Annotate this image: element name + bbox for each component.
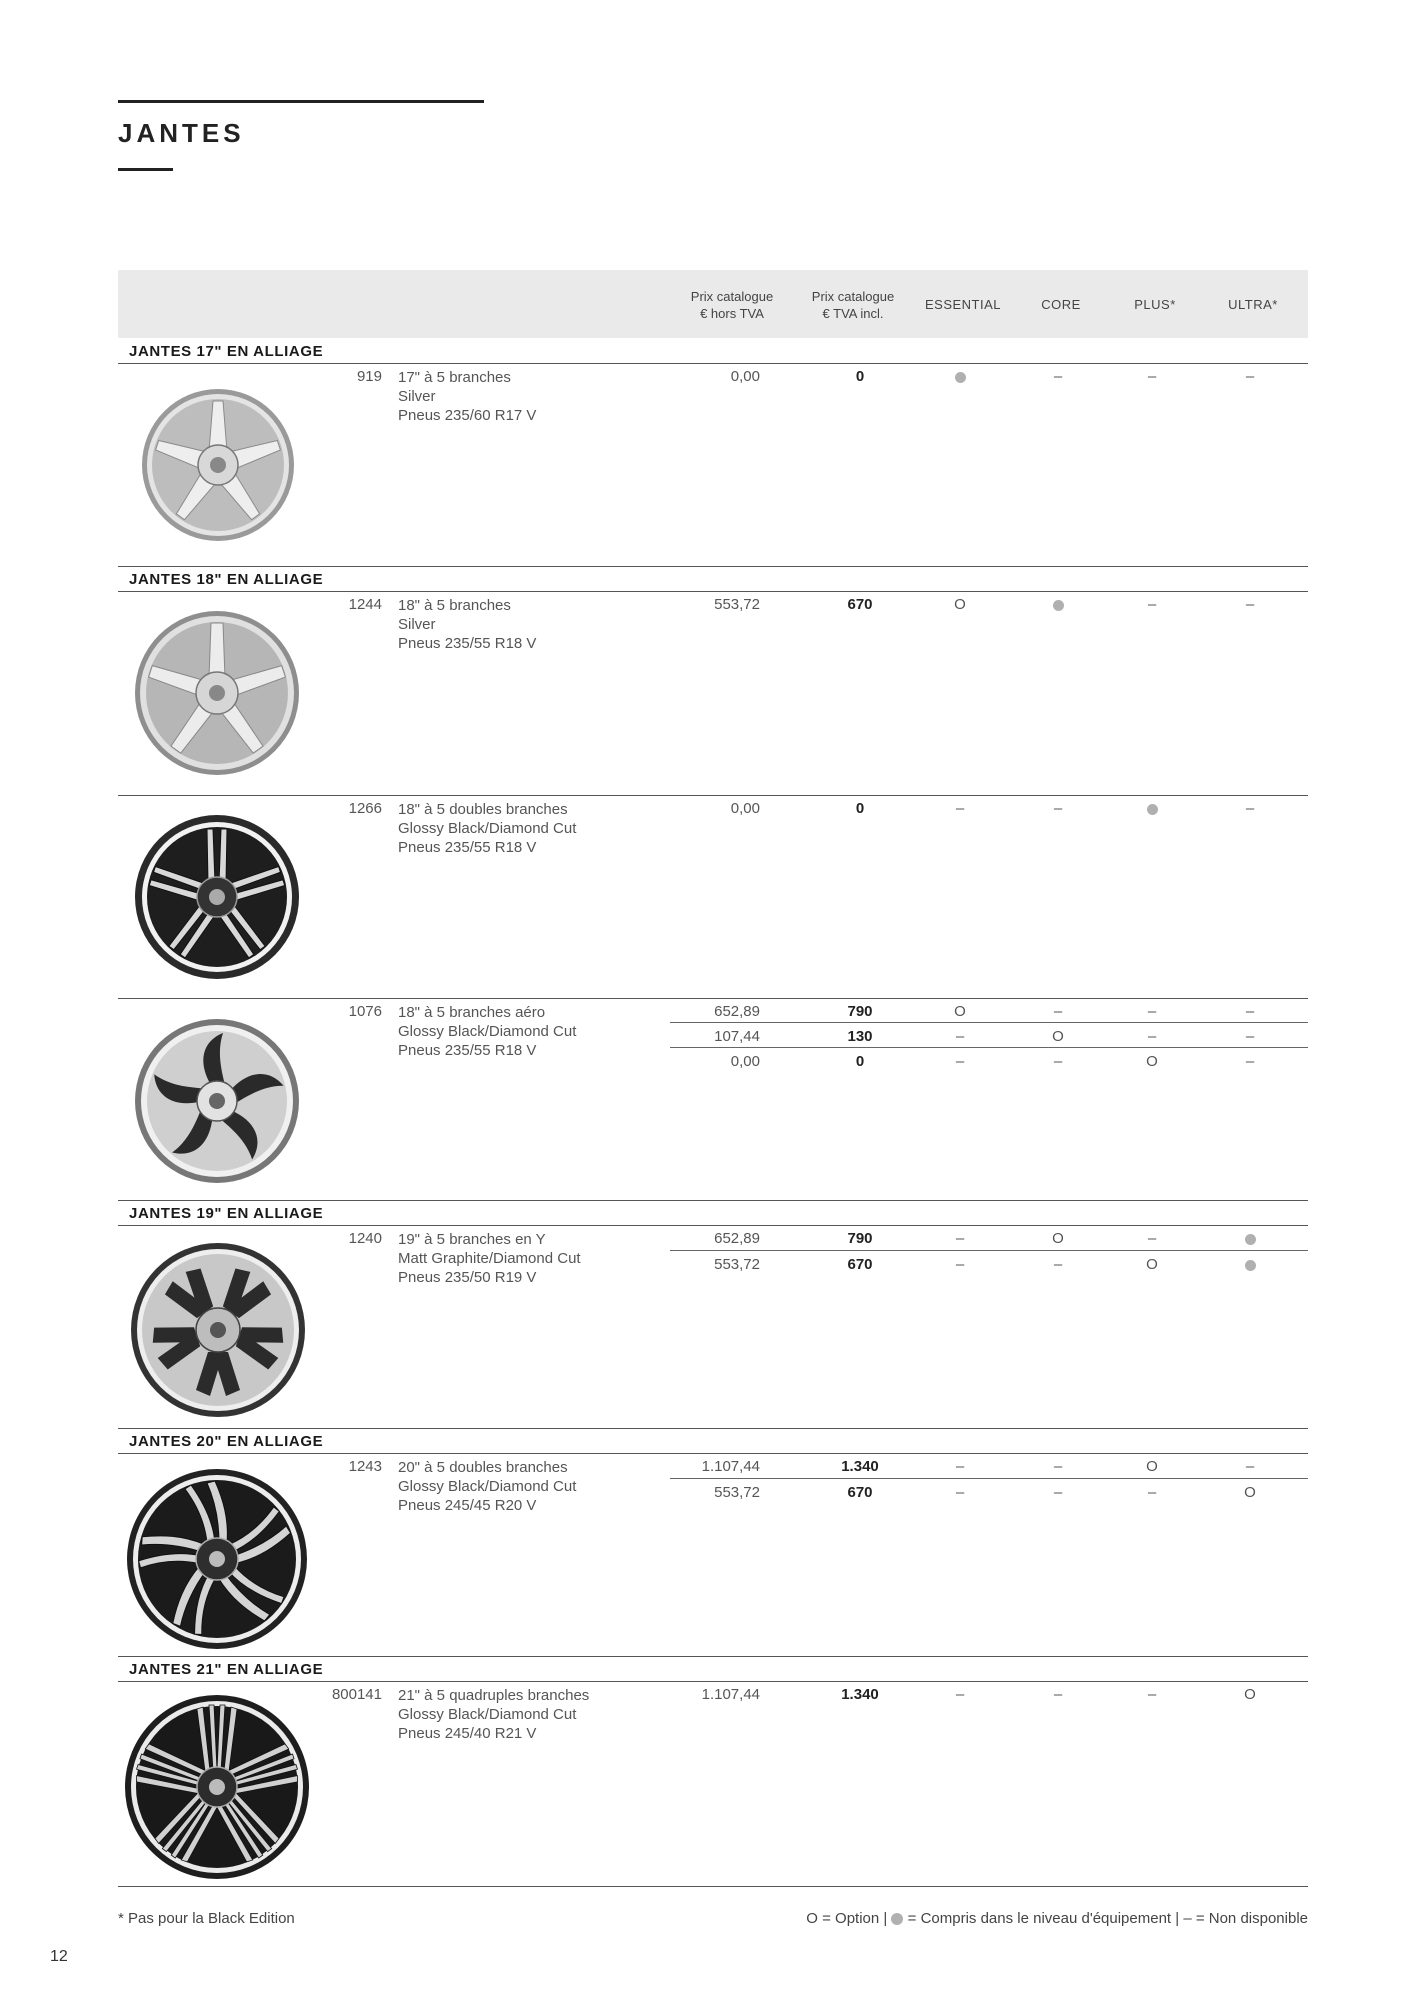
level-plus-cell: – bbox=[1147, 1003, 1157, 1020]
price-excl-vat: 1.107,44 bbox=[701, 1686, 760, 1703]
price-incl-vat: 0 bbox=[855, 800, 865, 817]
level-ultra-cell bbox=[1230, 1256, 1270, 1273]
price-excl-vat: 0,00 bbox=[730, 1053, 760, 1070]
section-title-19: JANTES 19" EN ALLIAGE bbox=[129, 1205, 324, 1222]
level-plus-cell: – bbox=[1147, 1230, 1157, 1247]
level-ultra-cell: O bbox=[1244, 1484, 1256, 1501]
header-level-ultra: ULTRA* bbox=[1228, 297, 1278, 312]
level-essential-cell: – bbox=[955, 1686, 965, 1703]
row-divider bbox=[118, 363, 1308, 364]
level-core-cell: O bbox=[1052, 1230, 1064, 1247]
level-ultra-cell bbox=[1230, 1230, 1270, 1247]
section-title-21: JANTES 21" EN ALLIAGE bbox=[129, 1661, 324, 1678]
item-description: 18" à 5 branches aéro Glossy Black/Diamond Cut Pneus 235/55 R18 V bbox=[398, 1004, 577, 1059]
sub-row-divider bbox=[670, 1250, 1308, 1251]
price-incl-vat: 130 bbox=[847, 1028, 873, 1045]
row-divider bbox=[118, 1681, 1308, 1682]
header-level-plus: PLUS* bbox=[1134, 297, 1176, 312]
option-code: 1076 bbox=[348, 1003, 382, 1020]
level-core-cell: – bbox=[1053, 368, 1063, 385]
level-plus-cell bbox=[1132, 800, 1172, 817]
price-incl-vat: 670 bbox=[847, 596, 873, 613]
price-incl-vat: 0 bbox=[855, 368, 865, 385]
price-excl-vat: 1.107,44 bbox=[701, 1458, 760, 1475]
level-ultra-cell: O bbox=[1244, 1686, 1256, 1703]
included-dot-icon bbox=[1245, 1234, 1256, 1245]
price-excl-vat: 553,72 bbox=[714, 1484, 760, 1501]
option-code: 1266 bbox=[348, 800, 382, 817]
header-price-ht: Prix catalogue € hors TVA bbox=[690, 289, 774, 321]
level-plus-cell: – bbox=[1147, 1484, 1157, 1501]
level-ultra-cell: – bbox=[1245, 800, 1255, 817]
row-divider bbox=[118, 1200, 1308, 1201]
included-dot-icon bbox=[891, 1913, 903, 1925]
row-divider bbox=[118, 1656, 1308, 1657]
price-excl-vat: 0,00 bbox=[730, 800, 760, 817]
row-divider bbox=[118, 566, 1308, 567]
option-code: 800141 bbox=[331, 1686, 382, 1703]
level-plus-cell: O bbox=[1146, 1053, 1158, 1070]
level-core-cell: O bbox=[1052, 1028, 1064, 1045]
option-code: 1243 bbox=[348, 1458, 382, 1475]
page-number: 12 bbox=[50, 1948, 68, 1965]
header-level-core: CORE bbox=[1041, 297, 1081, 312]
price-excl-vat: 0,00 bbox=[730, 368, 760, 385]
level-essential-cell: – bbox=[955, 1458, 965, 1475]
item-description: 18" à 5 branches Silver Pneus 235/55 R18 V bbox=[398, 597, 537, 652]
item-description: 19" à 5 branches en Y Matt Graphite/Diamond Cut Pneus 235/50 R19 V bbox=[398, 1231, 581, 1286]
level-ultra-cell: – bbox=[1245, 1003, 1255, 1020]
header-price-ttc: Prix catalogue € TVA incl. bbox=[811, 289, 895, 321]
sub-row-divider bbox=[670, 1022, 1308, 1023]
level-core-cell: – bbox=[1053, 1484, 1063, 1501]
option-code: 919 bbox=[356, 368, 382, 385]
level-plus-cell: – bbox=[1147, 1028, 1157, 1045]
header-level-essential: ESSENTIAL bbox=[924, 297, 1002, 312]
footnote: * Pas pour la Black Edition bbox=[118, 1910, 295, 1927]
item-description: 21" à 5 quadruples branches Glossy Black/Diamond Cut Pneus 245/40 R21 V bbox=[398, 1687, 590, 1742]
level-plus-cell: O bbox=[1146, 1458, 1158, 1475]
price-incl-vat: 0 bbox=[855, 1053, 865, 1070]
level-ultra-cell: – bbox=[1245, 368, 1255, 385]
option-code: 1240 bbox=[348, 1230, 382, 1247]
legend bbox=[806, 1910, 1308, 1927]
level-core-cell: – bbox=[1053, 1458, 1063, 1475]
row-divider bbox=[118, 1886, 1308, 1887]
wheel-5-spoke-aero-icon bbox=[132, 1016, 302, 1186]
wheel-5-double-spoke-black-icon bbox=[124, 1466, 310, 1652]
included-dot-icon bbox=[1147, 804, 1158, 815]
top-rule bbox=[118, 100, 484, 103]
row-divider bbox=[118, 1225, 1308, 1226]
level-core-cell: – bbox=[1053, 1053, 1063, 1070]
wheel-5-quad-spoke-black-icon bbox=[122, 1692, 312, 1882]
level-plus-cell: – bbox=[1147, 1686, 1157, 1703]
sub-row-divider bbox=[670, 1047, 1308, 1048]
row-divider bbox=[118, 998, 1308, 999]
level-core-cell: – bbox=[1053, 1256, 1063, 1273]
section-title-18: JANTES 18" EN ALLIAGE bbox=[129, 571, 324, 588]
included-dot-icon bbox=[1245, 1260, 1256, 1271]
item-description: 20" à 5 doubles branches Glossy Black/Diamond Cut Pneus 245/45 R20 V bbox=[398, 1459, 577, 1514]
price-incl-vat: 670 bbox=[847, 1256, 873, 1273]
price-excl-vat: 652,89 bbox=[714, 1003, 760, 1020]
price-incl-vat: 790 bbox=[847, 1003, 873, 1020]
level-plus-cell: – bbox=[1147, 596, 1157, 613]
level-core-cell bbox=[1038, 596, 1078, 613]
level-essential-cell: O bbox=[954, 1003, 966, 1020]
included-dot-icon bbox=[1053, 600, 1064, 611]
level-plus-cell: O bbox=[1146, 1256, 1158, 1273]
wheel-5-double-spoke-black-icon bbox=[132, 812, 302, 982]
table-header bbox=[118, 270, 1308, 338]
wheel-5-y-spoke-graphite-icon bbox=[128, 1240, 308, 1420]
level-essential-cell: – bbox=[955, 1230, 965, 1247]
sub-row-divider bbox=[670, 1478, 1308, 1479]
price-incl-vat: 1.340 bbox=[841, 1458, 879, 1475]
level-essential-cell: – bbox=[955, 1256, 965, 1273]
level-ultra-cell: – bbox=[1245, 596, 1255, 613]
section-title-20: JANTES 20" EN ALLIAGE bbox=[129, 1433, 324, 1450]
level-plus-cell: – bbox=[1147, 368, 1157, 385]
row-divider bbox=[118, 591, 1308, 592]
level-essential-cell bbox=[940, 368, 980, 385]
level-essential-cell: – bbox=[955, 1028, 965, 1045]
item-description: 18" à 5 doubles branches Glossy Black/Diamond Cut Pneus 235/55 R18 V bbox=[398, 801, 577, 856]
level-essential-cell: – bbox=[955, 1053, 965, 1070]
legend-included: = Compris dans le niveau d'équipement | – = Non disponible bbox=[907, 1910, 1308, 1927]
level-core-cell: – bbox=[1053, 1686, 1063, 1703]
wheel-5-spoke-silver-icon bbox=[132, 608, 302, 778]
title-underline bbox=[118, 168, 173, 171]
level-core-cell: – bbox=[1053, 1003, 1063, 1020]
wheel-5-spoke-silver-icon bbox=[138, 385, 298, 545]
included-dot-icon bbox=[955, 372, 966, 383]
legend-option: O = Option | bbox=[806, 1910, 888, 1927]
level-essential-cell: O bbox=[954, 596, 966, 613]
item-description: 17" à 5 branches Silver Pneus 235/60 R17 V bbox=[398, 369, 537, 424]
price-excl-vat: 107,44 bbox=[714, 1028, 760, 1045]
price-incl-vat: 670 bbox=[847, 1484, 873, 1501]
row-divider bbox=[118, 1428, 1308, 1429]
level-essential-cell: – bbox=[955, 800, 965, 817]
row-divider bbox=[118, 1453, 1308, 1454]
price-excl-vat: 553,72 bbox=[714, 596, 760, 613]
option-code: 1244 bbox=[348, 596, 382, 613]
price-incl-vat: 790 bbox=[847, 1230, 873, 1247]
section-title-17: JANTES 17" EN ALLIAGE bbox=[129, 343, 324, 360]
price-excl-vat: 553,72 bbox=[714, 1256, 760, 1273]
level-core-cell: – bbox=[1053, 800, 1063, 817]
level-ultra-cell: – bbox=[1245, 1458, 1255, 1475]
level-essential-cell: – bbox=[955, 1484, 965, 1501]
page-title: JANTES bbox=[118, 118, 245, 148]
price-incl-vat: 1.340 bbox=[841, 1686, 879, 1703]
level-ultra-cell: – bbox=[1245, 1028, 1255, 1045]
price-excl-vat: 652,89 bbox=[714, 1230, 760, 1247]
level-ultra-cell: – bbox=[1245, 1053, 1255, 1070]
row-divider bbox=[118, 795, 1308, 796]
